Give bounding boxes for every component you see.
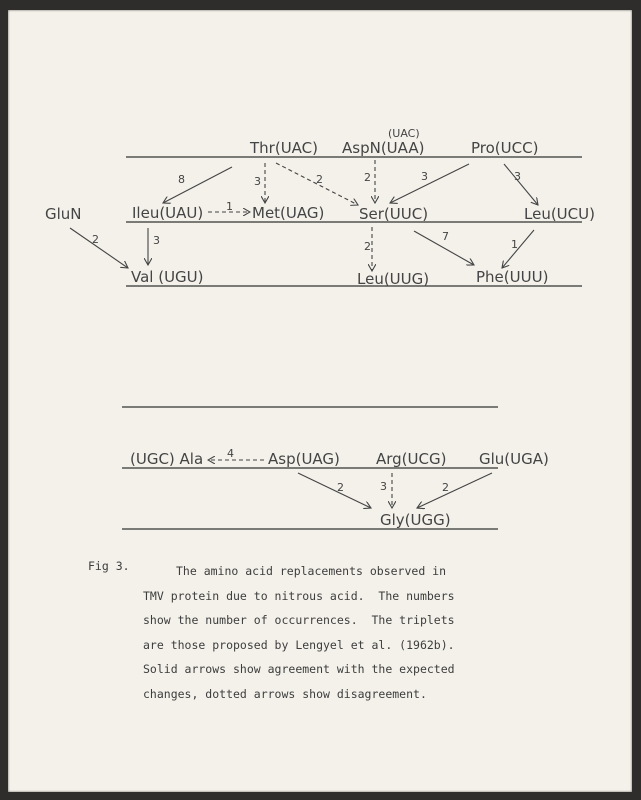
count-thr-ser: 2 — [316, 173, 323, 186]
caption-line: Solid arrows show agreement with the expected — [143, 662, 455, 676]
count-ser-leu: 2 — [364, 240, 371, 253]
count-glu-gly: 2 — [442, 481, 449, 494]
node-met: Met(UAG) — [252, 204, 325, 222]
node-aspn: AspN(UAA) — [342, 139, 425, 157]
count-ileu-val: 3 — [153, 234, 160, 247]
arrow-asp-gly — [298, 473, 371, 508]
count-leu-phe: 1 — [511, 238, 518, 251]
arrow-glu-gly — [417, 473, 492, 508]
count-ser-phe: 7 — [442, 230, 449, 243]
node-ser: Ser(UUC) — [359, 205, 429, 223]
count-aspn-ser: 2 — [364, 171, 371, 184]
node-pro: Pro(UCC) — [471, 139, 539, 157]
node-thr: Thr(UAC) — [250, 139, 318, 157]
node-gly: Gly(UGG) — [380, 511, 451, 529]
arrow-thr-ileu — [163, 167, 232, 203]
node-glu: Glu(UGA) — [479, 450, 549, 468]
caption-line: The amino acid replacements observed in — [176, 564, 447, 578]
caption-line: TMV protein due to nitrous acid. The numbers — [143, 588, 455, 603]
count-arg-gly: 3 — [380, 480, 387, 493]
node-asp: Asp(UAG) — [268, 450, 340, 468]
count-thr-ileu: 8 — [178, 173, 185, 186]
arrow-pro-leu — [504, 164, 538, 205]
caption-line: show the number of occurrences. The triplets — [143, 613, 455, 627]
arrow-pro-ser — [390, 164, 469, 203]
node-ala: (UGC) Ala — [130, 450, 204, 468]
node-extra-uac: (UAC) — [388, 127, 420, 140]
node-val: Val (UGU) — [131, 268, 204, 286]
node-arg: Arg(UCG) — [376, 450, 447, 468]
count-thr-met: 3 — [254, 175, 261, 188]
caption-line: changes, dotted arrows show disagreement. — [143, 686, 427, 701]
node-leu-uug: Leu(UUG) — [357, 270, 430, 288]
arrow-leu-phe — [502, 230, 534, 268]
arrow-glun-val — [70, 228, 128, 268]
count-asp-gly: 2 — [337, 481, 344, 494]
node-phe: Phe(UUU) — [476, 268, 549, 286]
figure-label: Fig 3. — [88, 559, 130, 573]
node-glun: GluN — [45, 205, 82, 223]
count-asp-ala: 4 — [227, 447, 234, 460]
node-ileu: Ileu(UAU) — [132, 204, 204, 222]
count-ileu-met: 1 — [226, 200, 233, 213]
figure-caption — [88, 559, 488, 706]
count-pro-leu: 3 — [514, 170, 521, 183]
node-leu-ucu: Leu(UCU) — [524, 205, 595, 223]
count-pro-ser: 3 — [421, 170, 428, 183]
caption-line: are those proposed by Lengyel et al. (1962b). — [143, 637, 455, 652]
count-glun-val: 2 — [92, 233, 99, 246]
